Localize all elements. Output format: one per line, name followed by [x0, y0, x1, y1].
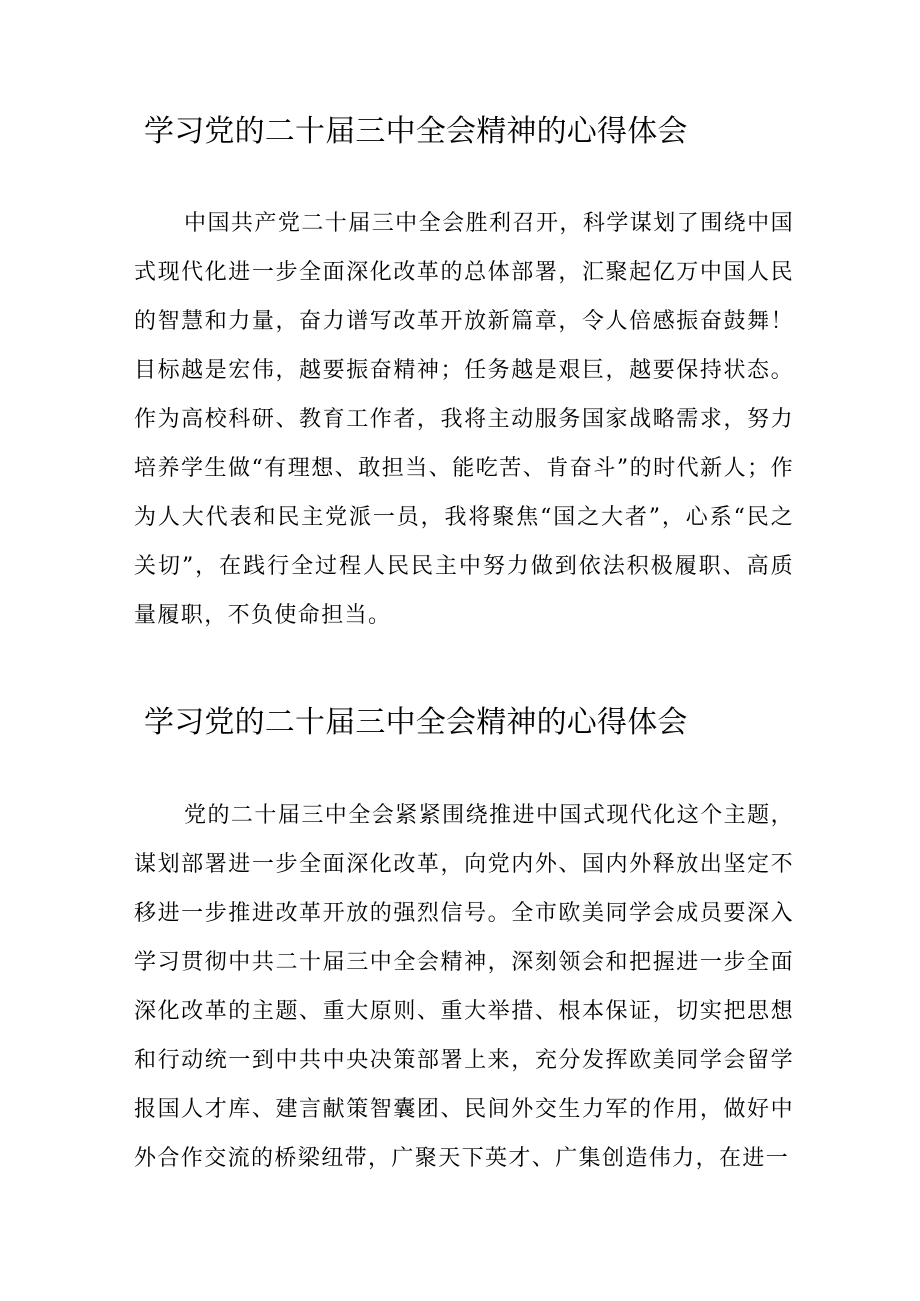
section-paragraph: 党的二十届三中全会紧紧围绕推进中国式现代化这个主题，谋划部署进一步全面深化改革，向党内外、国内外释放出坚定不移进一步推进改革开放的强烈信号。全市欧美同学会成员要深入学习贯彻中共二十届三中全会精神，深刻领会和把握进一步全面深化改革的主题、重大原则、重大举措、根本保证，切实把思想和行动统一到中共中央决策部署上来，充分发挥欧美同学会留学报国人才库、建言献策智囊团、民间外交生力军的作用，做好中外合作交流的桥梁纽带，广聚天下英才、广集创造伟力，在进一: [134, 803, 794, 1171]
section-title: 学习党的二十届三中全会精神的心得体会: [144, 114, 688, 149]
section-paragraph: 中国共产党二十届三中全会胜利召开，科学谋划了围绕中国式现代化进一步全面深化改革的总体部署，汇聚起亿万中国人民的智慧和力量，奋力谱写改革开放新篇章，令人倍感振奋鼓舞！目标越是宏伟，越要振奋精神；任务越是艰巨，越要保持状态。作为高校科研、教育工作者，我将主动服务国家战略需求，努力培养学生做“有理想、敢担当、能吃苦、肯奋斗”的时代新人；作为人大代表和民主党派一员，我将聚焦“国之大者”，心系“民之关切”，在践行全过程人民民主中努力做到依法积极履职、高质量履职，不负使命担当。: [134, 211, 794, 628]
section-title: 学习党的二十届三中全会精神的心得体会: [144, 705, 688, 740]
